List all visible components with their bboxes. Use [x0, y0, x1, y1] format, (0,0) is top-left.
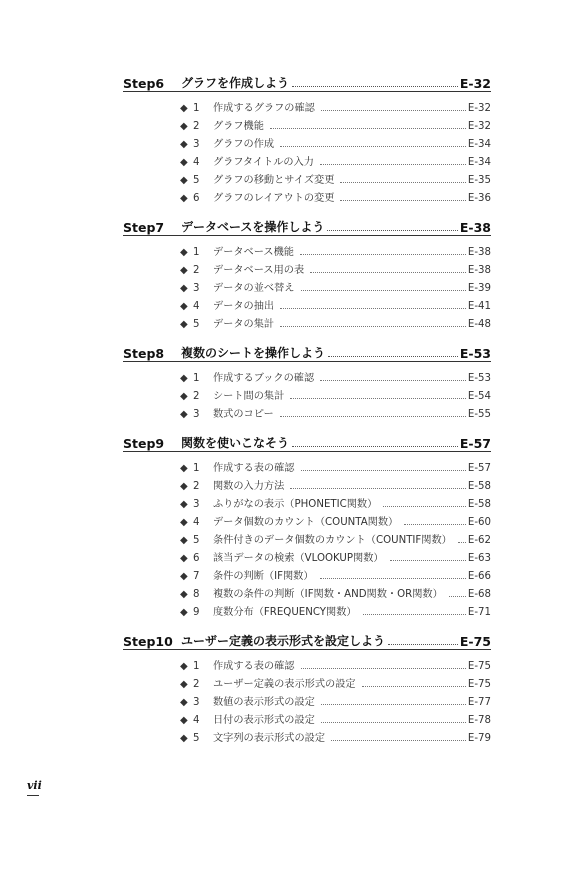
toc-item[interactable] — [180, 294, 491, 312]
step-heading[interactable] — [123, 340, 491, 362]
item-title: 関数の入力方法 — [213, 481, 285, 492]
item-number: 3 — [193, 139, 200, 150]
item-number: 4 — [193, 301, 200, 312]
dot-leader — [404, 524, 466, 525]
item-page-ref: E-32 — [467, 103, 491, 114]
diamond-bullet-icon: ◆ — [180, 535, 188, 546]
dot-leader — [327, 230, 457, 231]
item-title: グラフの移動とサイズ変更 — [213, 175, 335, 186]
step-heading[interactable] — [123, 628, 491, 650]
step-item-list — [123, 654, 491, 744]
toc-item[interactable] — [180, 384, 491, 402]
item-number: 2 — [193, 679, 200, 690]
item-page-ref: E-79 — [467, 733, 491, 744]
step-heading[interactable] — [123, 430, 491, 452]
item-page-ref: E-34 — [467, 157, 491, 168]
dot-leader — [383, 506, 466, 507]
step-title: ユーザー定義の表示形式を設定しよう — [181, 634, 386, 648]
item-page-ref: E-53 — [467, 373, 491, 384]
diamond-bullet-icon: ◆ — [180, 319, 188, 330]
item-page-ref: E-77 — [467, 697, 491, 708]
toc-item[interactable] — [180, 132, 491, 150]
diamond-bullet-icon: ◆ — [180, 391, 188, 402]
item-page-ref: E-63 — [467, 553, 491, 564]
step-title: 複数のシートを操作しよう — [181, 346, 326, 360]
toc-item[interactable] — [180, 600, 491, 618]
item-title: 条件付きのデータ個数のカウント（COUNTIF関数） — [213, 535, 452, 546]
dot-leader — [328, 356, 458, 357]
diamond-bullet-icon: ◆ — [180, 139, 188, 150]
item-number: 2 — [193, 481, 200, 492]
step-item-list — [123, 240, 491, 330]
item-number: 9 — [193, 607, 200, 618]
toc-item[interactable] — [180, 510, 491, 528]
step-page-ref: E-75 — [459, 634, 491, 649]
step-page-ref: E-32 — [459, 76, 491, 91]
item-page-ref: E-68 — [467, 589, 491, 600]
dot-leader — [390, 560, 466, 561]
toc-item[interactable] — [180, 312, 491, 330]
item-page-ref: E-41 — [467, 301, 491, 312]
toc-item[interactable] — [180, 186, 491, 204]
step-item-list — [123, 366, 491, 420]
dot-leader — [270, 128, 466, 129]
item-number: 5 — [193, 175, 200, 186]
toc-item[interactable] — [180, 402, 491, 420]
page-number: vii — [27, 779, 42, 792]
step-title: データベースを操作しよう — [181, 220, 325, 234]
diamond-bullet-icon: ◆ — [180, 265, 188, 276]
item-number: 5 — [193, 319, 200, 330]
item-page-ref: E-48 — [467, 319, 491, 330]
item-number: 1 — [193, 247, 200, 258]
item-number: 6 — [193, 553, 200, 564]
item-title: グラフタイトルの入力 — [213, 157, 314, 168]
item-title: 該当データの検索（VLOOKUP関数） — [213, 553, 384, 564]
dot-leader — [310, 272, 466, 273]
item-title: 作成するブックの確認 — [213, 373, 315, 384]
item-number: 6 — [193, 193, 200, 204]
item-page-ref: E-55 — [467, 409, 491, 420]
dot-leader — [363, 614, 466, 615]
diamond-bullet-icon: ◆ — [180, 679, 188, 690]
item-title: 作成する表の確認 — [213, 463, 295, 474]
dot-leader — [290, 488, 466, 489]
step-heading[interactable] — [123, 70, 491, 92]
diamond-bullet-icon: ◆ — [180, 517, 188, 528]
step-number: Step9 — [123, 436, 165, 451]
item-number: 2 — [193, 121, 200, 132]
diamond-bullet-icon: ◆ — [180, 121, 188, 132]
item-number: 2 — [193, 391, 200, 402]
step-number: Step8 — [123, 346, 165, 361]
dot-leader — [320, 380, 466, 381]
dot-leader — [290, 398, 466, 399]
diamond-bullet-icon: ◆ — [180, 571, 188, 582]
diamond-bullet-icon: ◆ — [180, 481, 188, 492]
diamond-bullet-icon: ◆ — [180, 175, 188, 186]
toc-step — [123, 340, 491, 420]
step-page-ref: E-57 — [459, 436, 491, 451]
item-page-ref: E-78 — [467, 715, 491, 726]
toc-step — [123, 214, 491, 330]
item-page-ref: E-66 — [467, 571, 491, 582]
item-number: 4 — [193, 517, 200, 528]
diamond-bullet-icon: ◆ — [180, 733, 188, 744]
toc-item[interactable] — [180, 582, 491, 600]
item-number: 1 — [193, 661, 200, 672]
item-title: グラフ機能 — [213, 121, 264, 132]
toc-item[interactable] — [180, 564, 491, 582]
item-page-ref: E-57 — [467, 463, 491, 474]
dot-leader — [292, 86, 458, 87]
item-page-ref: E-36 — [467, 193, 491, 204]
item-title: データベース用の表 — [213, 265, 305, 276]
item-title: 数式のコピー — [213, 409, 274, 420]
item-number: 4 — [193, 715, 200, 726]
item-title: 度数分布（FREQUENCY関数） — [213, 607, 357, 618]
toc-item[interactable] — [180, 492, 491, 510]
diamond-bullet-icon: ◆ — [180, 103, 188, 114]
dot-leader — [449, 596, 466, 597]
dot-leader — [388, 644, 458, 645]
diamond-bullet-icon: ◆ — [180, 409, 188, 420]
toc-item[interactable] — [180, 96, 491, 114]
item-title: 作成するグラフの確認 — [213, 103, 315, 114]
item-number: 3 — [193, 697, 200, 708]
step-item-list — [123, 96, 491, 204]
step-title: グラフを作成しよう — [181, 76, 290, 90]
item-page-ref: E-60 — [467, 517, 491, 528]
step-number: Step10 — [123, 634, 173, 649]
item-title: 複数の条件の判断（IF関数・AND関数・OR関数） — [213, 589, 443, 600]
toc-item[interactable] — [180, 726, 491, 744]
toc-item[interactable] — [180, 456, 491, 474]
step-page-ref: E-38 — [459, 220, 491, 235]
table-of-contents — [123, 70, 491, 754]
toc-item[interactable] — [180, 258, 491, 276]
dot-leader — [362, 686, 466, 687]
item-title: データの抽出 — [213, 301, 275, 312]
step-number: Step7 — [123, 220, 165, 235]
item-page-ref: E-71 — [467, 607, 491, 618]
item-number: 5 — [193, 535, 200, 546]
item-title: データ個数のカウント（COUNTA関数） — [213, 517, 399, 528]
dot-leader — [331, 740, 466, 741]
diamond-bullet-icon: ◆ — [180, 193, 188, 204]
item-number: 4 — [193, 157, 200, 168]
item-number: 3 — [193, 499, 200, 510]
item-page-ref: E-75 — [467, 679, 491, 690]
item-title: 数値の表示形式の設定 — [213, 697, 315, 708]
diamond-bullet-icon: ◆ — [180, 463, 188, 474]
diamond-bullet-icon: ◆ — [180, 499, 188, 510]
step-heading[interactable] — [123, 214, 491, 236]
diamond-bullet-icon: ◆ — [180, 661, 188, 672]
toc-item[interactable] — [180, 150, 491, 168]
item-page-ref: E-35 — [467, 175, 491, 186]
item-page-ref: E-34 — [467, 139, 491, 150]
item-page-ref: E-58 — [467, 481, 491, 492]
dot-leader — [280, 416, 466, 417]
item-title: グラフのレイアウトの変更 — [213, 193, 335, 204]
item-number: 1 — [193, 373, 200, 384]
dot-leader — [301, 668, 466, 669]
item-number: 2 — [193, 265, 200, 276]
dot-leader — [280, 326, 466, 327]
dot-leader — [340, 182, 465, 183]
dot-leader — [292, 446, 458, 447]
item-title: ユーザー定義の表示形式の設定 — [213, 679, 356, 690]
item-title: 条件の判断（IF関数） — [213, 571, 314, 582]
toc-item[interactable] — [180, 546, 491, 564]
dot-leader — [458, 542, 466, 543]
item-page-ref: E-54 — [467, 391, 491, 402]
item-page-ref: E-32 — [467, 121, 491, 132]
item-title: シート間の集計 — [213, 391, 285, 402]
toc-item[interactable] — [180, 654, 491, 672]
toc-item[interactable] — [180, 708, 491, 726]
diamond-bullet-icon: ◆ — [180, 301, 188, 312]
item-page-ref: E-39 — [467, 283, 491, 294]
toc-item[interactable] — [180, 240, 491, 258]
item-number: 3 — [193, 409, 200, 420]
toc-item[interactable] — [180, 528, 491, 546]
toc-item[interactable] — [180, 276, 491, 294]
item-title: グラフの作成 — [213, 139, 275, 150]
step-title: 関数を使いこなそう — [181, 436, 290, 450]
dot-leader — [340, 200, 465, 201]
dot-leader — [300, 254, 466, 255]
diamond-bullet-icon: ◆ — [180, 283, 188, 294]
toc-item[interactable] — [180, 690, 491, 708]
page-number-rule — [27, 795, 39, 796]
item-page-ref: E-58 — [467, 499, 491, 510]
toc-step — [123, 628, 491, 744]
item-number: 5 — [193, 733, 200, 744]
diamond-bullet-icon: ◆ — [180, 247, 188, 258]
item-number: 1 — [193, 463, 200, 474]
item-number: 8 — [193, 589, 200, 600]
dot-leader — [320, 164, 466, 165]
diamond-bullet-icon: ◆ — [180, 373, 188, 384]
dot-leader — [280, 146, 466, 147]
toc-step — [123, 430, 491, 618]
diamond-bullet-icon: ◆ — [180, 589, 188, 600]
dot-leader — [321, 704, 466, 705]
step-item-list — [123, 456, 491, 618]
item-number: 7 — [193, 571, 200, 582]
diamond-bullet-icon: ◆ — [180, 697, 188, 708]
item-title: 作成する表の確認 — [213, 661, 295, 672]
step-page-ref: E-53 — [459, 346, 491, 361]
diamond-bullet-icon: ◆ — [180, 715, 188, 726]
dot-leader — [280, 308, 466, 309]
item-number: 3 — [193, 283, 200, 294]
dot-leader — [301, 470, 466, 471]
item-number: 1 — [193, 103, 200, 114]
diamond-bullet-icon: ◆ — [180, 553, 188, 564]
item-page-ref: E-38 — [467, 247, 491, 258]
item-title: データの並べ替え — [213, 283, 295, 294]
toc-item[interactable] — [180, 474, 491, 492]
item-title: ふりがなの表示（PHONETIC関数） — [213, 499, 378, 510]
dot-leader — [301, 290, 466, 291]
item-title: 文字列の表示形式の設定 — [213, 733, 326, 744]
item-page-ref: E-75 — [467, 661, 491, 672]
item-page-ref: E-62 — [467, 535, 491, 546]
toc-step — [123, 70, 491, 204]
diamond-bullet-icon: ◆ — [180, 607, 188, 618]
item-title: データベース機能 — [213, 247, 294, 258]
item-title: 日付の表示形式の設定 — [213, 715, 315, 726]
toc-item[interactable] — [180, 168, 491, 186]
item-page-ref: E-38 — [467, 265, 491, 276]
step-number: Step6 — [123, 76, 165, 91]
toc-item[interactable] — [180, 672, 491, 690]
toc-item[interactable] — [180, 114, 491, 132]
diamond-bullet-icon: ◆ — [180, 157, 188, 168]
dot-leader — [320, 578, 466, 579]
toc-item[interactable] — [180, 366, 491, 384]
dot-leader — [321, 722, 466, 723]
item-title: データの集計 — [213, 319, 275, 330]
dot-leader — [321, 110, 466, 111]
